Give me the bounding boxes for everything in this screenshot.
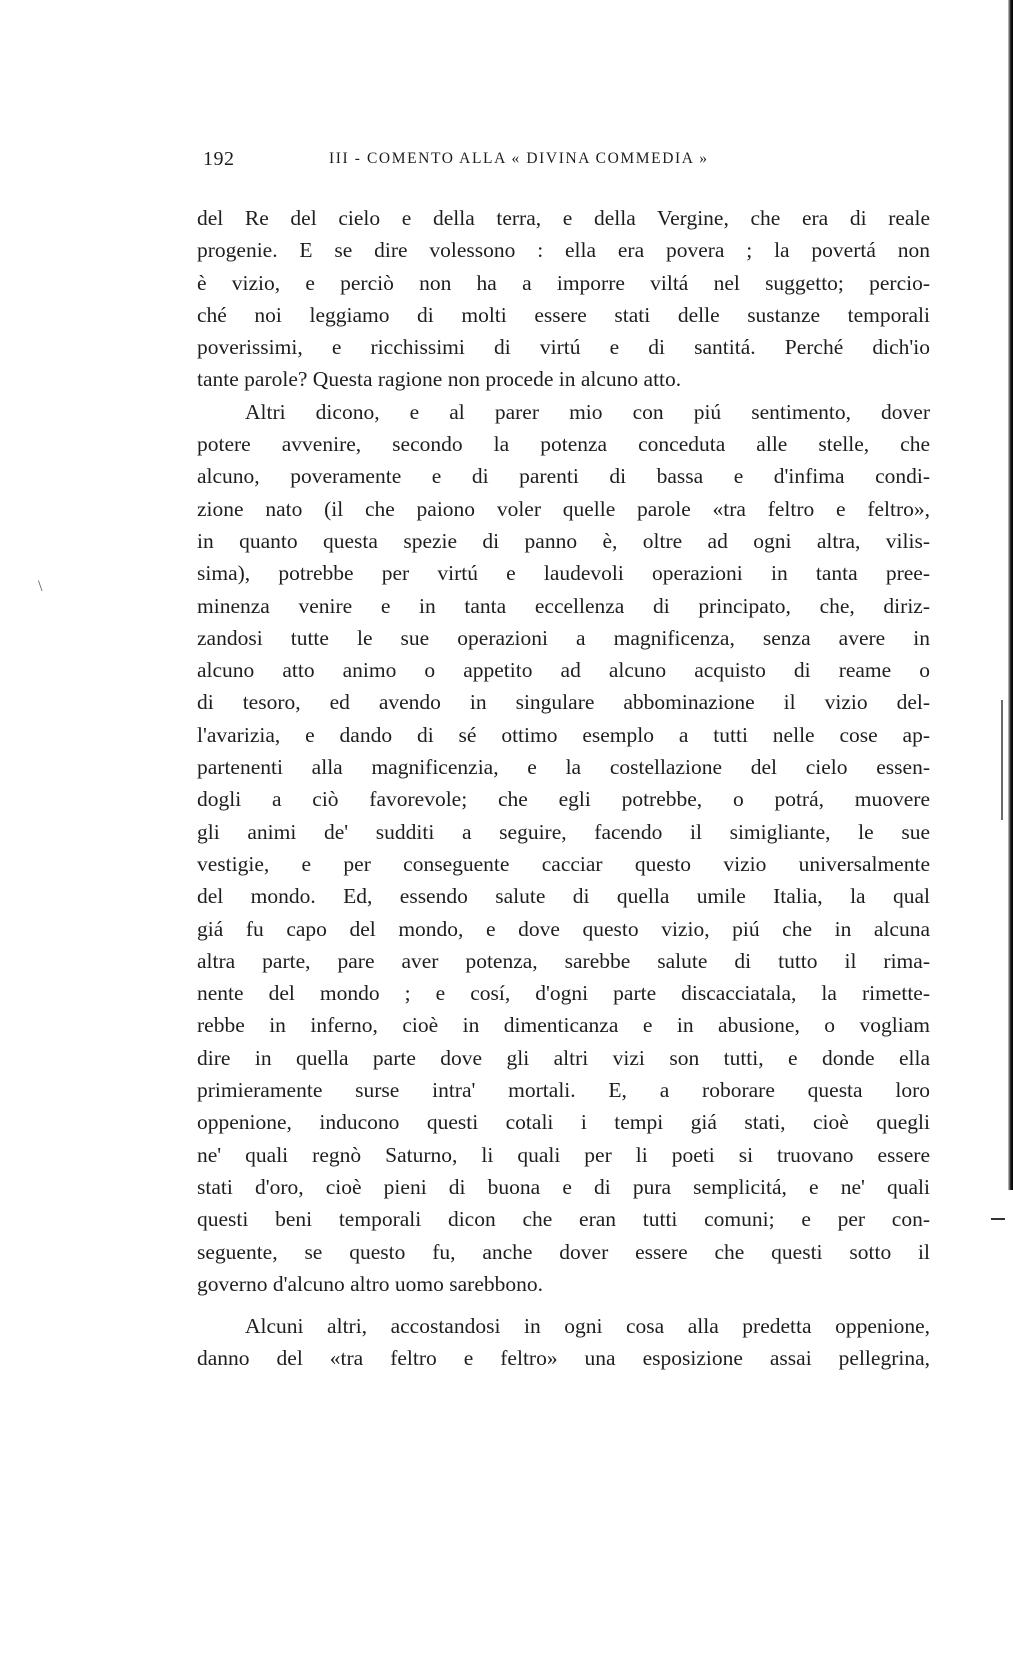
text-line: gli animi de' sudditi a seguire, facendo il simigliante, le sue bbox=[197, 819, 930, 844]
text-line: alcuno atto animo o appetito ad alcuno acquisto di reame o bbox=[197, 658, 930, 683]
body-text bbox=[197, 202, 930, 1375]
text-line: l'avarizia, e dando di sé ottimo esemplo a tutti nelle cose ap- bbox=[197, 722, 930, 747]
text-line: progenie. E se dire volessono : ella era povera ; la povertá non bbox=[197, 238, 930, 263]
text-line: Altri dicono, e al parer mio con piú sentimento, dover bbox=[245, 399, 930, 424]
text-line: giá fu capo del mondo, e dove questo vizio, piú che in alcuna bbox=[197, 916, 930, 941]
text-line: del Re del cielo e della terra, e della Vergine, che era di reale bbox=[197, 206, 930, 230]
text-line: sima), potrebbe per virtú e laudevoli operazioni in tanta pree- bbox=[197, 561, 930, 586]
text-line: Alcuni altri, accostandosi in ogni cosa alla predetta oppenione, bbox=[245, 1314, 930, 1339]
text-line: zione nato (il che paiono voler quelle parole «tra feltro e feltro», bbox=[197, 496, 930, 521]
running-head: III - COMENTO ALLA « DIVINA COMMEDIA » bbox=[329, 150, 709, 167]
page-edge-mark bbox=[1001, 700, 1003, 820]
text-line: è vizio, e perciò non ha a imporre viltá nel suggetto; percio- bbox=[197, 270, 930, 295]
page-header bbox=[203, 148, 801, 178]
text-line: seguente, se questo fu, anche dover essere che questi sotto il bbox=[197, 1239, 930, 1264]
paragraph bbox=[197, 202, 930, 396]
text-line: del mondo. Ed, essendo salute di quella umile Italia, la qual bbox=[197, 884, 930, 909]
text-line: rebbe in inferno, cioè in dimenticanza e in abusione, o vogliam bbox=[197, 1013, 930, 1038]
text-line: danno del «tra feltro e feltro» una esposizione assai pellegrina, bbox=[197, 1346, 930, 1371]
text-line: oppenione, inducono questi cotali i tempi giá stati, cioè quegli bbox=[197, 1110, 930, 1135]
page-number: 192 bbox=[203, 148, 235, 170]
text-line: vestigie, e per conseguente cacciar questo vizio universalmente bbox=[197, 851, 930, 876]
page-edge-shadow bbox=[1008, 0, 1013, 1190]
text-line: ché noi leggiamo di molti essere stati delle sustanze temporali bbox=[197, 302, 930, 327]
paragraph bbox=[197, 1310, 930, 1375]
text-line: tante parole? Questa ragione non procede in alcuno atto. bbox=[197, 367, 682, 392]
text-line: questi beni temporali dicon che eran tutti comuni; e per con- bbox=[197, 1207, 930, 1232]
text-line: zandosi tutte le sue operazioni a magnificenza, senza avere in bbox=[197, 625, 930, 650]
text-line: di tesoro, ed avendo in singulare abbominazione il vizio del- bbox=[197, 690, 930, 715]
margin-speck: \ bbox=[38, 578, 43, 595]
text-line: minenza venire e in tanta eccellenza di principato, che, diriz- bbox=[197, 593, 930, 618]
text-line: governo d'alcuno altro uomo sarebbono. bbox=[197, 1271, 543, 1296]
text-line: potere avvenire, secondo la potenza conceduta alle stelle, che bbox=[197, 432, 930, 457]
text-line: nente del mondo ; e cosí, d'ogni parte discacciatala, la rimette- bbox=[197, 981, 930, 1006]
text-line: altra parte, pare aver potenza, sarebbe salute di tutto il rima- bbox=[197, 948, 930, 973]
text-line: primieramente surse intra' mortali. E, a roborare questa loro bbox=[197, 1078, 930, 1103]
text-line: partenenti alla magnificenzia, e la costellazione del cielo essen- bbox=[197, 755, 930, 780]
paragraph bbox=[197, 396, 930, 1300]
text-line: poverissimi, e ricchissimi di virtú e di santitá. Perché dich'io bbox=[197, 335, 930, 360]
text-line: ne' quali regnò Saturno, li quali per li poeti si truovano essere bbox=[197, 1142, 930, 1167]
text-line: dire in quella parte dove gli altri vizi son tutti, e donde ella bbox=[197, 1045, 930, 1070]
text-line: alcuno, poveramente e di parenti di bassa e d'infima condi- bbox=[197, 464, 930, 489]
margin-dash-mark bbox=[991, 1218, 1005, 1220]
text-line: in quanto questa spezie di panno è, oltre ad ogni altra, vilis- bbox=[197, 528, 930, 553]
text-line: stati d'oro, cioè pieni di buona e di pura semplicitá, e ne' quali bbox=[197, 1174, 930, 1199]
paragraph-gap bbox=[197, 1300, 930, 1310]
text-line: dogli a ciò favorevole; che egli potrebbe, o potrá, muovere bbox=[197, 787, 930, 812]
